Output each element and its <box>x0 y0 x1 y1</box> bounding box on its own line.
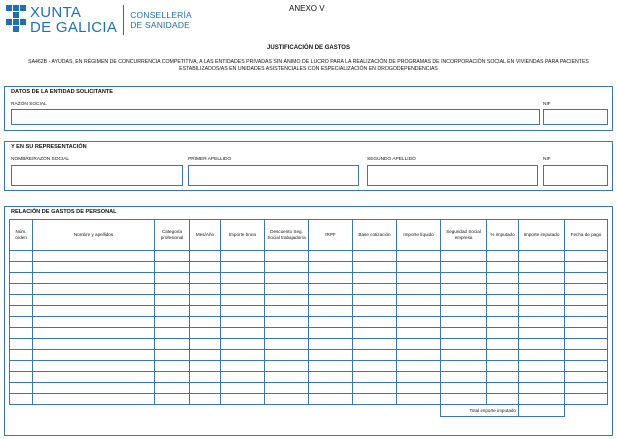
table-cell[interactable] <box>10 262 33 273</box>
table-cell[interactable] <box>309 372 353 383</box>
column-header: Base cotización <box>353 220 397 251</box>
column-header: Categoría profesional <box>155 220 190 251</box>
total-imputed-label: Total importe imputado <box>441 405 519 417</box>
table-cell[interactable] <box>487 361 519 372</box>
table-cell[interactable] <box>441 317 487 328</box>
table-cell[interactable] <box>33 339 155 350</box>
table-cell[interactable] <box>519 372 565 383</box>
table-cell[interactable] <box>397 350 441 361</box>
table-cell[interactable] <box>441 295 487 306</box>
table-row <box>10 372 608 383</box>
table-cell[interactable] <box>565 361 608 372</box>
table-cell[interactable] <box>441 284 487 295</box>
table-cell[interactable] <box>487 306 519 317</box>
table-cell[interactable] <box>190 372 221 383</box>
table-cell[interactable] <box>519 295 565 306</box>
table-cell[interactable] <box>221 284 265 295</box>
table-cell[interactable] <box>221 317 265 328</box>
table-cell[interactable] <box>265 394 309 405</box>
table-cell[interactable] <box>353 394 397 405</box>
table-cell[interactable] <box>353 251 397 262</box>
table-cell[interactable] <box>155 262 190 273</box>
expenses-header-row <box>10 220 608 251</box>
table-row <box>10 306 608 317</box>
table-cell[interactable] <box>221 339 265 350</box>
table-cell[interactable] <box>565 328 608 339</box>
table-cell[interactable] <box>221 306 265 317</box>
total-row <box>10 405 608 417</box>
annex-label: ANEXO V <box>289 4 325 13</box>
total-imputed-value[interactable] <box>519 405 565 417</box>
table-cell[interactable] <box>519 350 565 361</box>
table-cell[interactable] <box>190 251 221 262</box>
table-cell[interactable] <box>221 361 265 372</box>
table-cell[interactable] <box>519 306 565 317</box>
table-cell[interactable] <box>441 383 487 394</box>
table-cell[interactable] <box>487 262 519 273</box>
table-cell[interactable] <box>353 273 397 284</box>
column-header: Descuento Seg. Social trabajador/a <box>265 220 309 251</box>
table-cell[interactable] <box>397 339 441 350</box>
table-cell[interactable] <box>265 372 309 383</box>
logo-divider <box>123 5 124 35</box>
table-cell[interactable] <box>397 273 441 284</box>
table-cell[interactable] <box>519 251 565 262</box>
table-cell[interactable] <box>353 339 397 350</box>
second-surname-input[interactable] <box>367 165 538 186</box>
table-cell[interactable] <box>155 394 190 405</box>
table-cell[interactable] <box>10 317 33 328</box>
column-header: IRPF <box>309 220 353 251</box>
xunta-shield-icon <box>6 5 26 35</box>
entity-nif-input[interactable] <box>543 109 608 125</box>
expenses-section-title: RELACIÓN DE GASTOS DE PERSONAL <box>11 209 117 215</box>
razon-social-input[interactable] <box>11 109 540 125</box>
table-cell[interactable] <box>33 317 155 328</box>
table-cell[interactable] <box>33 306 155 317</box>
table-cell[interactable] <box>265 383 309 394</box>
table-cell[interactable] <box>155 328 190 339</box>
table-cell[interactable] <box>265 251 309 262</box>
table-row <box>10 383 608 394</box>
table-cell[interactable] <box>33 284 155 295</box>
table-cell[interactable] <box>10 284 33 295</box>
table-cell[interactable] <box>10 295 33 306</box>
table-cell[interactable] <box>265 295 309 306</box>
first-surname-input[interactable] <box>188 165 359 186</box>
table-cell[interactable] <box>309 251 353 262</box>
table-cell[interactable] <box>565 317 608 328</box>
table-row <box>10 339 608 350</box>
logo-xunta-text: XUNTA DE GALICIA <box>30 4 118 36</box>
table-cell[interactable] <box>155 273 190 284</box>
table-cell[interactable] <box>353 361 397 372</box>
table-cell[interactable] <box>10 383 33 394</box>
table-cell[interactable] <box>155 284 190 295</box>
table-cell[interactable] <box>565 350 608 361</box>
table-cell[interactable] <box>441 328 487 339</box>
table-cell[interactable] <box>397 361 441 372</box>
table-cell[interactable] <box>397 262 441 273</box>
total-spacer <box>10 405 441 417</box>
table-cell[interactable] <box>519 394 565 405</box>
second-surname-label: SEGUNDO APELLIDO <box>367 157 416 162</box>
table-cell[interactable] <box>155 295 190 306</box>
table-cell[interactable] <box>33 350 155 361</box>
table-cell[interactable] <box>265 306 309 317</box>
table-cell[interactable] <box>221 251 265 262</box>
table-cell[interactable] <box>265 317 309 328</box>
table-cell[interactable] <box>190 273 221 284</box>
table-cell[interactable] <box>487 372 519 383</box>
table-cell[interactable] <box>565 306 608 317</box>
table-cell[interactable] <box>265 328 309 339</box>
column-header: Mes/Año <box>190 220 221 251</box>
table-cell[interactable] <box>397 383 441 394</box>
table-cell[interactable] <box>10 306 33 317</box>
table-cell[interactable] <box>487 273 519 284</box>
table-cell[interactable] <box>155 383 190 394</box>
table-cell[interactable] <box>33 251 155 262</box>
table-cell[interactable] <box>487 383 519 394</box>
representative-section <box>4 141 613 191</box>
table-cell[interactable] <box>155 350 190 361</box>
table-cell[interactable] <box>441 339 487 350</box>
table-row <box>10 394 608 405</box>
table-cell[interactable] <box>309 339 353 350</box>
table-cell[interactable] <box>10 372 33 383</box>
table-cell[interactable] <box>33 273 155 284</box>
column-header: Seguridad Social empresa <box>441 220 487 251</box>
table-cell[interactable] <box>33 372 155 383</box>
table-cell[interactable] <box>353 372 397 383</box>
table-cell[interactable] <box>190 317 221 328</box>
table-cell[interactable] <box>309 306 353 317</box>
table-cell[interactable] <box>353 317 397 328</box>
table-cell[interactable] <box>190 262 221 273</box>
table-cell[interactable] <box>397 328 441 339</box>
table-cell[interactable] <box>10 339 33 350</box>
representative-name-input[interactable] <box>11 165 183 186</box>
table-cell[interactable] <box>10 273 33 284</box>
table-cell[interactable] <box>33 361 155 372</box>
table-cell[interactable] <box>565 383 608 394</box>
table-row <box>10 350 608 361</box>
table-cell[interactable] <box>487 295 519 306</box>
column-header: Fecha de pago <box>565 220 608 251</box>
table-cell[interactable] <box>265 273 309 284</box>
column-header: Importe imputado <box>519 220 565 251</box>
table-cell[interactable] <box>309 350 353 361</box>
table-row <box>10 295 608 306</box>
table-cell[interactable] <box>353 262 397 273</box>
table-cell[interactable] <box>487 339 519 350</box>
table-cell[interactable] <box>155 339 190 350</box>
table-cell[interactable] <box>565 372 608 383</box>
table-cell[interactable] <box>309 361 353 372</box>
table-cell[interactable] <box>309 284 353 295</box>
table-cell[interactable] <box>265 361 309 372</box>
table-cell[interactable] <box>519 284 565 295</box>
column-header: Nombre y apellidos <box>33 220 155 251</box>
table-cell[interactable] <box>221 350 265 361</box>
table-cell[interactable] <box>309 383 353 394</box>
table-row <box>10 273 608 284</box>
document-description: SA462B - AYUDAS, EN RÉGIMEN DE CONCURRENCIA COMPETITIVA, A LAS ENTIDADES PRIVADAS SIN ÁNIMO DE LUCRO PARA LA REALIZACIÓN DE PROGRAMAS DE INCORPORACIÓN SOCIAL EN VIVIENDAS PARA PACIENTES ESTABILIZADOS/AS EN UNIDADES ASISTENCIALES CON ESPECIALIZACIÓN EN DROGODEPENDENCIAS <box>28 59 589 72</box>
table-cell[interactable] <box>33 394 155 405</box>
table-row <box>10 284 608 295</box>
table-cell[interactable] <box>519 339 565 350</box>
table-cell[interactable] <box>565 251 608 262</box>
table-cell[interactable] <box>397 284 441 295</box>
table-cell[interactable] <box>487 284 519 295</box>
table-row <box>10 361 608 372</box>
table-cell[interactable] <box>487 350 519 361</box>
table-cell[interactable] <box>190 350 221 361</box>
table-cell[interactable] <box>441 350 487 361</box>
table-row <box>10 251 608 262</box>
table-cell[interactable] <box>33 262 155 273</box>
table-cell[interactable] <box>309 262 353 273</box>
representative-section-title: Y EN SU REPRESENTACIÓN <box>11 144 87 150</box>
table-cell[interactable] <box>309 394 353 405</box>
table-cell[interactable] <box>221 394 265 405</box>
table-cell[interactable] <box>309 295 353 306</box>
table-cell[interactable] <box>397 251 441 262</box>
table-cell[interactable] <box>487 328 519 339</box>
column-header: Núm. orden <box>10 220 33 251</box>
table-cell[interactable] <box>155 251 190 262</box>
table-cell[interactable] <box>353 350 397 361</box>
table-cell[interactable] <box>441 372 487 383</box>
table-cell[interactable] <box>265 350 309 361</box>
table-cell[interactable] <box>155 306 190 317</box>
table-cell[interactable] <box>221 328 265 339</box>
table-cell[interactable] <box>565 262 608 273</box>
first-surname-label: PRIMER APELLIDO <box>188 157 232 162</box>
table-cell[interactable] <box>190 361 221 372</box>
table-cell[interactable] <box>441 273 487 284</box>
representative-nif-input[interactable] <box>543 165 608 186</box>
table-cell[interactable] <box>519 317 565 328</box>
table-cell[interactable] <box>33 295 155 306</box>
table-cell[interactable] <box>221 383 265 394</box>
entity-nif-label: NIF <box>543 102 551 107</box>
table-cell[interactable] <box>519 262 565 273</box>
table-cell[interactable] <box>265 284 309 295</box>
table-cell[interactable] <box>10 350 33 361</box>
table-cell[interactable] <box>441 262 487 273</box>
table-cell[interactable] <box>33 328 155 339</box>
table-cell[interactable] <box>353 328 397 339</box>
table-cell[interactable] <box>190 284 221 295</box>
table-cell[interactable] <box>221 372 265 383</box>
table-cell[interactable] <box>441 251 487 262</box>
table-cell[interactable] <box>565 339 608 350</box>
representative-nif-label: NIF <box>543 157 551 162</box>
expenses-table <box>9 219 608 417</box>
table-cell[interactable] <box>10 328 33 339</box>
table-cell[interactable] <box>155 317 190 328</box>
table-cell[interactable] <box>155 372 190 383</box>
table-cell[interactable] <box>565 284 608 295</box>
document-title: JUSTIFICACIÓN DE GASTOS <box>267 45 350 51</box>
table-cell[interactable] <box>353 383 397 394</box>
table-cell[interactable] <box>265 339 309 350</box>
table-cell[interactable] <box>397 295 441 306</box>
table-cell[interactable] <box>265 262 309 273</box>
table-cell[interactable] <box>353 306 397 317</box>
table-row <box>10 262 608 273</box>
table-cell[interactable] <box>519 273 565 284</box>
table-cell[interactable] <box>190 295 221 306</box>
table-cell[interactable] <box>190 394 221 405</box>
table-cell[interactable] <box>353 284 397 295</box>
table-cell[interactable] <box>353 295 397 306</box>
table-cell[interactable] <box>487 394 519 405</box>
table-cell[interactable] <box>309 317 353 328</box>
xunta-logo <box>6 3 192 37</box>
razon-social-label: RAZÓN SOCIAL <box>11 102 47 107</box>
table-cell[interactable] <box>487 251 519 262</box>
column-header: Importe líquido <box>397 220 441 251</box>
table-cell[interactable] <box>519 328 565 339</box>
table-cell[interactable] <box>397 394 441 405</box>
table-cell[interactable] <box>10 394 33 405</box>
table-cell[interactable] <box>519 361 565 372</box>
table-cell[interactable] <box>441 306 487 317</box>
table-cell[interactable] <box>487 317 519 328</box>
column-header: Importe bruto <box>221 220 265 251</box>
table-cell[interactable] <box>565 295 608 306</box>
table-cell[interactable] <box>190 306 221 317</box>
table-cell[interactable] <box>221 273 265 284</box>
entity-section <box>4 86 613 131</box>
table-cell[interactable] <box>155 361 190 372</box>
table-cell[interactable] <box>221 262 265 273</box>
table-cell[interactable] <box>565 394 608 405</box>
table-cell[interactable] <box>190 339 221 350</box>
table-cell[interactable] <box>441 361 487 372</box>
table-cell[interactable] <box>221 295 265 306</box>
table-cell[interactable] <box>565 273 608 284</box>
table-cell[interactable] <box>33 383 155 394</box>
table-cell[interactable] <box>190 383 221 394</box>
table-cell[interactable] <box>397 306 441 317</box>
table-cell[interactable] <box>397 372 441 383</box>
table-cell[interactable] <box>10 361 33 372</box>
column-header: % imputado <box>487 220 519 251</box>
representative-name-label: NOMBRE/RAZÓN SOCIAL <box>11 157 70 162</box>
table-cell[interactable] <box>190 328 221 339</box>
table-row <box>10 317 608 328</box>
entity-section-title: DATOS DE LA ENTIDAD SOLICITANTE <box>11 89 114 95</box>
table-cell[interactable] <box>441 394 487 405</box>
table-row <box>10 328 608 339</box>
table-cell[interactable] <box>397 317 441 328</box>
total-spacer-end <box>565 405 608 417</box>
table-cell[interactable] <box>309 328 353 339</box>
table-cell[interactable] <box>309 273 353 284</box>
table-cell[interactable] <box>519 383 565 394</box>
logo-conselleria-text: CONSELLERÍA DE SANIDADE <box>130 10 192 30</box>
table-cell[interactable] <box>10 251 33 262</box>
